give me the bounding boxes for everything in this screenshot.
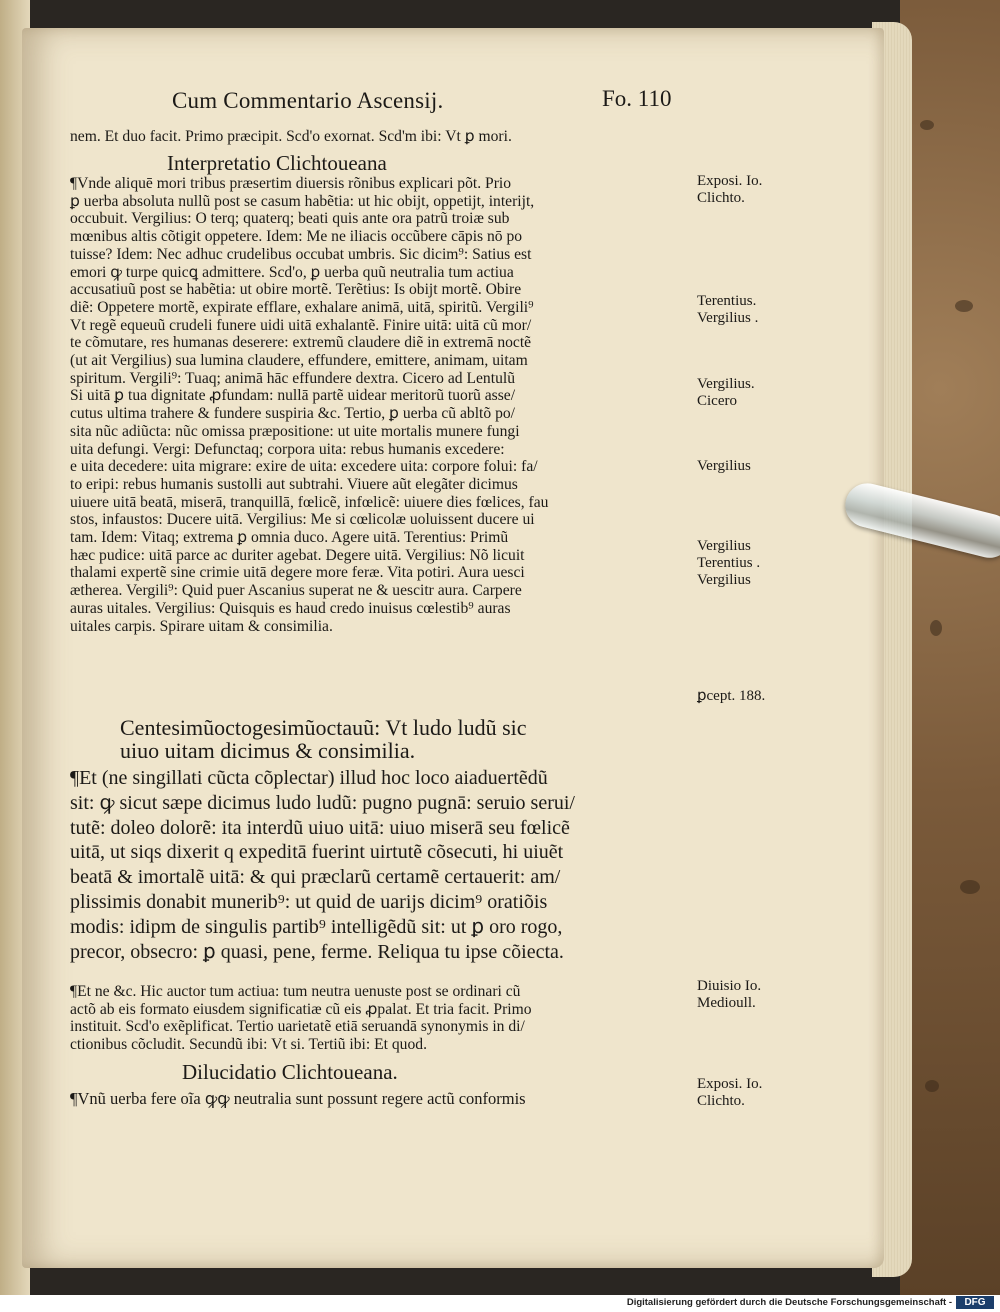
book-cover	[900, 0, 1000, 1295]
margin-note-terentius: Terentius. Vergilius .	[697, 293, 759, 326]
heading-precept-188: Centesimũoctogesimũoctauũ: Vt ludo ludũ sic uiuo uitam dicimus & consimilia.	[120, 715, 527, 763]
heading-dilucidatio: Dilucidatio Clichtoueana.	[182, 1060, 398, 1084]
folio-number: Fo. 110	[602, 86, 672, 111]
book-page	[22, 28, 884, 1268]
footer-credit: Digitalisierung gefördert durch die Deutsche Forschungsgemeinschaft -	[626, 1297, 952, 1308]
text-block-diuisio: ¶Et ne &c. Hic auctor tum actiua: tum neutra uenuste post se ordinari cũ actõ ab eis formato eiusdem significatiæ cũ eis ꝓpalat. Et tria facit. Primo instituit. Scd'o exẽplificat. Tertio uarietatẽ etiā seruandā synonymis in di/ ctionibus cõcludit. Secundũ ibi: Vt si. Tertiũ ibi: Et quod.	[70, 983, 532, 1054]
heading-interpretatio: Interpretatio Clichtoueana	[167, 151, 387, 175]
running-head: Cum Commentario Ascensij.	[172, 88, 444, 113]
text-block-opening: nem. Et duo facit. Primo præcipit. Scd'o exornat. Scd'm ibi: Vt ꝑ mori.	[70, 128, 512, 145]
margin-note-vergilius: Vergilius	[697, 458, 751, 474]
dfg-logo: DFG	[956, 1296, 994, 1309]
margin-note-exposi-1: Exposi. Io. Clichto.	[697, 173, 763, 206]
margin-note-precept: ꝑcept. 188.	[697, 688, 766, 704]
margin-note-vergilius-terentius: Vergilius Terentius . Vergilius	[697, 538, 761, 588]
margin-note-exposi-2: Exposi. Io. Clichto.	[697, 1076, 763, 1109]
text-block-interpretatio: ¶Vnde aliquē mori tribus præsertim diuersis rõnibus explicari põt. Prio ꝑ uerba absoluta nullũ post se casum habẽtia: ut hic obijt, oppetijt, interijt, occubuit. Vergilius: O terq; quaterq; beati quis ante ora patrũ troiæ sub mœnibus altis cõtigit oppetere. Idem: Me ne iliacis occũbere cāpis nō po tuisse? Idem: Nec adhuc crudelibus occubat umbris. Sic dicim⁹: Satius est emori ꝙ turpe quicꝗ admittere. Scd'o, ꝑ uerba quũ neutralia tum actiua accusatiuũ post se habẽtia: ut obire mortẽ. Terẽtius: Is obijt mortẽ. Obire diẽ: Oppetere mortẽ, expirate efflare, exhalare animā, uitā, spiritũ. Vergili⁹ Vt regẽ equeuũ crudeli funere uidi uitā exhalantẽ. Finire uitā: uitā cũ mor/ te cõmutare, res humanas deserere: extremũ claudere diẽ in extremā noctẽ (ut ait Vergilius) sua lumina claudere, effundere, emittere, animam, uitam spiritum. Vergili⁹: Tuaq; animā hāc effundere dextra. Cicero ad Lentulũ Si uitā ꝑ tua dignitate ꝓfundam: nullā partẽ uidear meritorũ tuorũ asse/ cutus ultima trahere & fundere suspiria &c. Tertio, ꝑ uerba cũ abltõ po/ sita nũc adiũcta: nũc omissa præpositione: ut uite mortalis munere fungi uita defungi. Vergi: Defunctaq; corpora uita: rebus humanis excedere: e uita decedere: uita migrare: exire de uita: excedere uita: corpore folui: fa/ to eripi: rebus humanis sustolli aut subtrahi. Viuere aũt elegãter dicimus uiuere uitā beatā, miserā, tranquillā, fœlicẽ, infœlicẽ: uiuere dies fœlices, fau stos, infaustos: Ducere uitā. Vergilius: Me si cœlicolæ uoluissent ducere ui tam. Idem: Vitaq; extrema ꝑ omnia duco. Agere uitā. Terentius: Primũ hæc pudice: uitā parce ac duriter agebat. Degere uitā. Vergilius: Nõ licuit thalami expertẽ sine crimie uitā degere more feræ. Vita potiri. Aura uesci ætherea. Vergili⁹: Quid puer Ascanius superat ne & uescitr aura. Carpere auras uitales. Vergilius: Quisquis es haud credo inuisus cœlestib⁹ auras uitales carpis. Spirare uitam & consimilia.	[70, 175, 549, 635]
text-block-dilucidatio: ¶Vnũ uerba fere oĩa ꝙꝙ neutralia sunt possunt regere actũ conformis	[70, 1089, 526, 1108]
margin-note-diuisio: Diuisio Io. Medioull.	[697, 978, 762, 1011]
text-block-precept: ¶Et (ne singillati cũcta cõplectar) illud hoc loco aiaduertẽdũ sit: ꝙ sicut sæpe dicimus ludo ludũ: pugno pugnā: seruio serui/ tutẽ: doleo dolorẽ: ita interdũ uiuo uitā: uiuo miserā seu fœlicẽ uitā, ut siqs dixerit q expeditā fuerint uirtutẽ cõsecuti, hi uiuẽt beatā & imortalẽ uitā: & qui præclarũ certamẽ certauerit: am/ plissimis donabit munerib⁹: ut quid de uarijs dicim⁹ oratiõis modis: idipm de singulis partib⁹ intelligẽdũ sit: ut ꝑ oro rogo, precor, obsecro: ꝑ quasi, pene, ferme. Reliqua tu ipse cõiecta.	[70, 767, 575, 963]
margin-note-cicero: Vergilius. Cicero	[697, 376, 755, 409]
